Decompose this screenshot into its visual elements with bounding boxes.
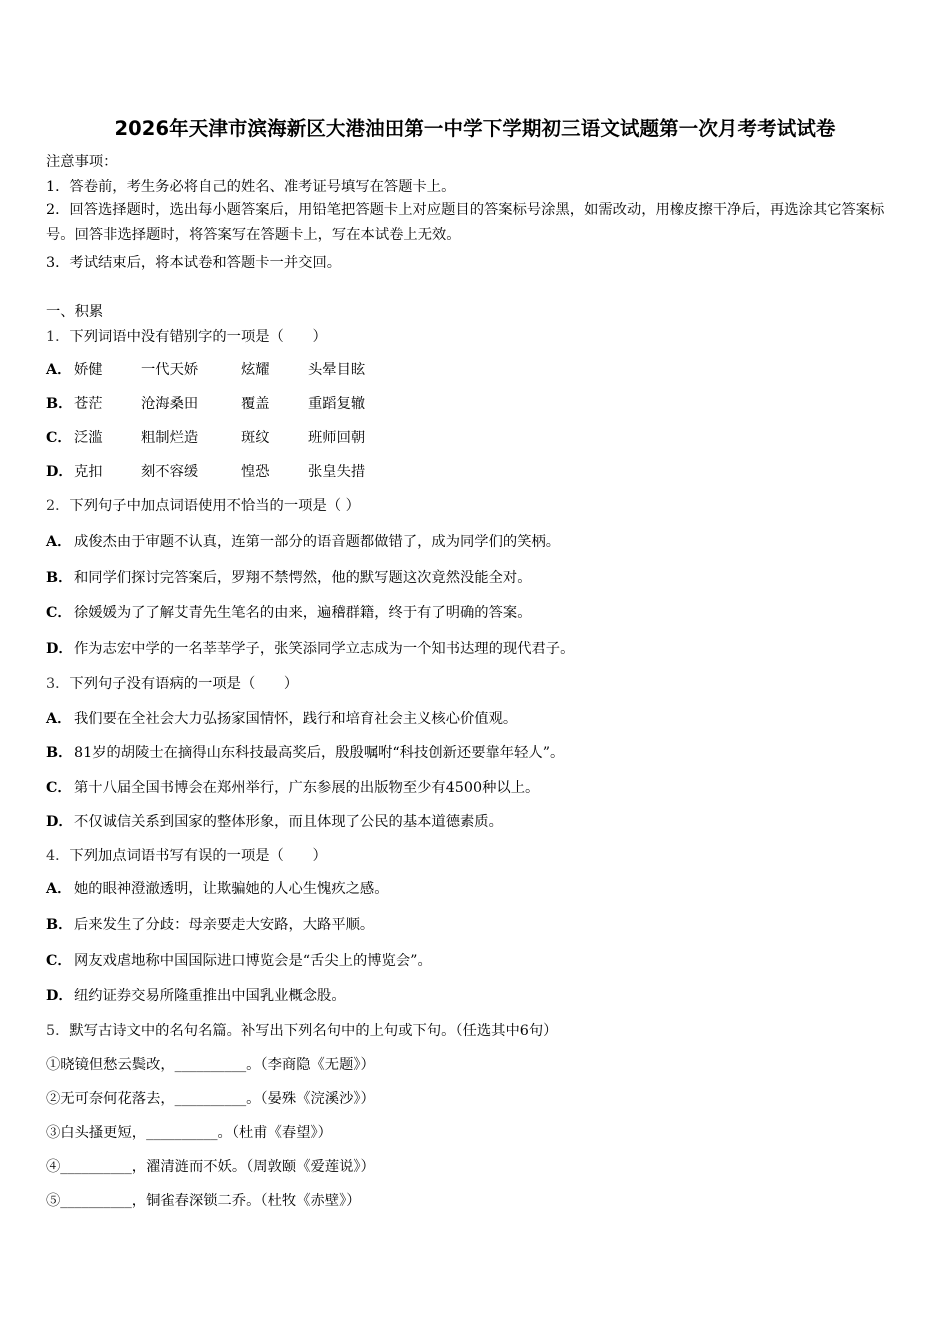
notice-item-2: 2．回答选择题时，选出每小题答案后，用铅笔把答题卡上对应题目的答案标号涂黑，如需改动，用橡皮擦干净后，再选涂其它答案标号。回答非选择题时，将答案写在答题卡上，写在本试卷上无效。	[46, 202, 885, 243]
option-word: 刻不容缓	[141, 464, 199, 480]
option-label: B．	[46, 396, 73, 412]
dictation-item-5: ⑤__________，铜雀春深锁二乔。（杜牧《赤壁》）	[46, 1193, 361, 1209]
q3-option-a	[46, 709, 517, 729]
page-title: 2026年天津市滨海新区大港油田第一中学下学期初三语文试题第一次月考考试试卷	[114, 117, 836, 140]
option-text: 徐媛媛为了了解艾青先生笔名的由来，遍稽群籍，终于有了明确的答案。	[74, 605, 532, 621]
option-label: A．	[46, 881, 72, 897]
question-5	[46, 1021, 557, 1041]
q2-option-d	[46, 639, 574, 659]
option-text: 第十八届全国书博会在郑州举行，广东参展的出版物至少有4500种以上。	[74, 780, 540, 796]
option-text: 后来发生了分歧：母亲要走大安路，大路平顺。	[74, 917, 375, 933]
option-word: 班师回朝	[308, 430, 366, 446]
option-word: 粗制烂造	[141, 430, 199, 446]
q1-option-c	[46, 428, 365, 448]
option-label: A．	[46, 534, 72, 550]
option-label: D．	[46, 988, 73, 1004]
option-word: 苍茫	[74, 396, 103, 412]
option-word: 惶恐	[241, 464, 270, 480]
question-number: 3．	[46, 676, 70, 692]
q3-option-b	[46, 743, 564, 763]
section-heading: 一、积累	[46, 304, 104, 320]
notice-heading: 注意事项：	[46, 154, 118, 170]
question-3	[46, 674, 298, 694]
q2-option-a	[46, 532, 560, 552]
notice-item-1: 1．答卷前，考生务必将自己的姓名、准考证号填写在答题卡上。	[46, 179, 456, 195]
q4-option-b	[46, 915, 374, 935]
question-number: 1．	[46, 329, 70, 345]
dictation-item-1: ①晓镜但愁云鬓改，__________。（李商隐《无题》）	[46, 1057, 375, 1073]
option-text: 她的眼神澄澈透明，让欺骗她的人心生愧疚之感。	[74, 881, 389, 897]
q4-option-d	[46, 986, 346, 1006]
dictation-item-4: ④__________，濯清涟而不妖。（周敦颐《爱莲说》）	[46, 1159, 375, 1175]
option-label: D．	[46, 814, 73, 830]
option-word: 泛滥	[74, 430, 103, 446]
option-text: 和同学们探讨完答案后，罗翔不禁愕然，他的默写题这次竟然没能全对。	[74, 570, 532, 586]
question-stem: 下列句子没有语病的一项是（ ）	[69, 676, 299, 692]
option-label: D．	[46, 464, 73, 480]
option-label: D．	[46, 641, 73, 657]
option-label: C．	[46, 953, 72, 969]
q4-option-a	[46, 879, 389, 899]
option-label: B．	[46, 917, 73, 933]
option-word: 克扣	[74, 464, 103, 480]
option-word: 斑纹	[241, 430, 270, 446]
option-label: A．	[46, 711, 72, 727]
option-word: 一代天娇	[141, 362, 199, 378]
question-number: 2．	[46, 498, 70, 514]
question-4	[46, 846, 327, 866]
option-word: 沧海桑田	[141, 396, 199, 412]
question-number: 4．	[46, 848, 70, 864]
question-2	[46, 496, 360, 516]
option-text: 成俊杰由于审题不认真，连第一部分的语音题都做错了，成为同学们的笑柄。	[74, 534, 561, 550]
q1-option-b	[46, 394, 365, 414]
question-number: 5．	[46, 1023, 70, 1039]
option-label: A．	[46, 362, 72, 378]
option-text: 不仅诚信关系到国家的整体形象，而且体现了公民的基本道德素质。	[74, 814, 503, 830]
option-word: 娇健	[74, 362, 103, 378]
q1-option-d	[46, 462, 365, 482]
option-text: 81岁的胡陵士在摘得山东科技最高奖后，殷殷嘱咐“科技创新还要靠年轻人”。	[74, 745, 565, 761]
question-1	[46, 327, 327, 347]
option-word: 张皇失措	[308, 464, 366, 480]
option-label: C．	[46, 605, 72, 621]
q3-option-d	[46, 812, 503, 832]
q2-option-b	[46, 568, 532, 588]
option-label: B．	[46, 570, 73, 586]
question-stem: 下列加点词语书写有误的一项是（ ）	[69, 848, 327, 864]
option-label: C．	[46, 780, 72, 796]
question-stem: 默写古诗文中的名句名篇。补写出下列名句中的上句或下句。（任选其中6句）	[69, 1023, 558, 1039]
option-word: 炫耀	[241, 362, 270, 378]
question-stem: 下列句子中加点词语使用不恰当的一项是（ ）	[69, 498, 360, 514]
option-word: 重蹈复辙	[308, 396, 366, 412]
option-text: 纽约证券交易所隆重推出中国乳业概念股。	[74, 988, 346, 1004]
option-word: 覆盖	[241, 396, 270, 412]
q4-option-c	[46, 951, 432, 971]
notice-item-3: 3．考试结束后，将本试卷和答题卡一并交回。	[46, 255, 342, 271]
option-text: 作为志宏中学的一名莘莘学子，张笑添同学立志成为一个知书达理的现代君子。	[74, 641, 575, 657]
dictation-item-3: ③白头搔更短，__________。（杜甫《春望》）	[46, 1125, 332, 1141]
q2-option-c	[46, 603, 532, 623]
dictation-item-2: ②无可奈何花落去，__________。（晏殊《浣溪沙》）	[46, 1091, 375, 1107]
question-stem: 下列词语中没有错别字的一项是（ ）	[69, 329, 327, 345]
option-word: 头晕目眩	[308, 362, 366, 378]
q3-option-c	[46, 778, 539, 798]
option-label: B．	[46, 745, 73, 761]
q1-option-a	[46, 360, 365, 380]
option-text: 网友戏虐地称中国国际进口博览会是“舌尖上的博览会”。	[74, 953, 432, 969]
option-text: 我们要在全社会大力弘扬家国情怀，践行和培育社会主义核心价值观。	[74, 711, 518, 727]
option-label: C．	[46, 430, 72, 446]
